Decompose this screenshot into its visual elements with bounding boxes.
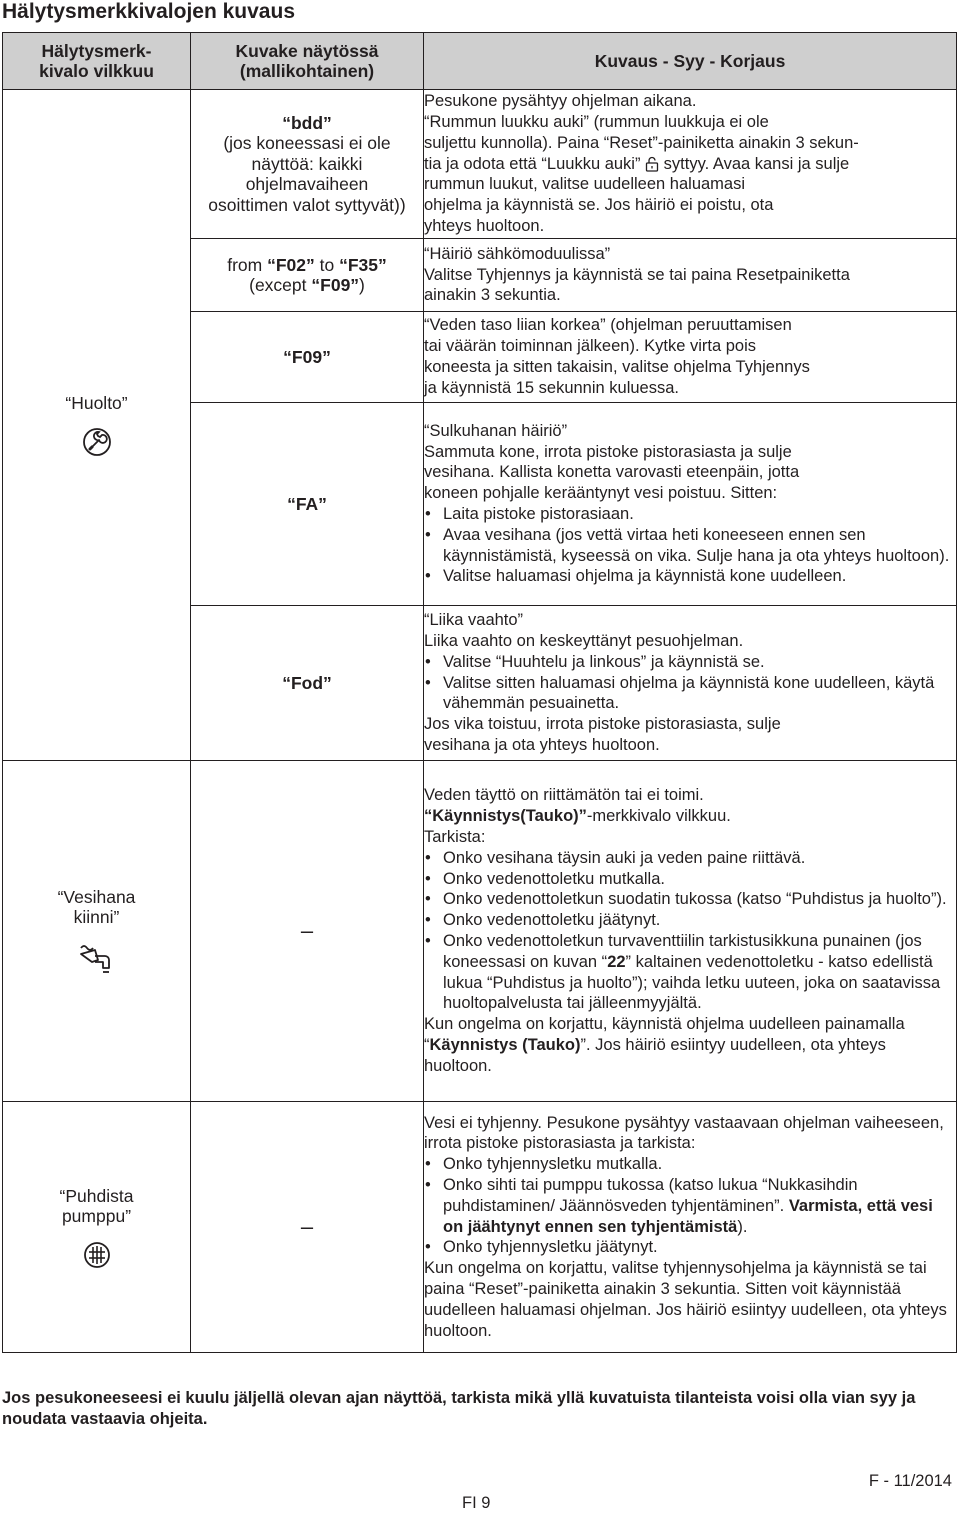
pump-filter-icon [83,1241,111,1269]
bullet-list [424,848,956,1014]
desc-line: ainakin 3 sekuntia. [424,286,561,305]
list-item [424,931,956,1014]
desc-text: Onko sihti tai pumppu tukossa (katso lukua “Nukkasihdin puhdistaminen/ Jäännösveden tyhjentäminen”. [443,1176,858,1215]
display-code-fa: “FA” [287,493,327,514]
display-note-line3: ohjelmavaiheen [245,174,369,195]
display-f02-f35 [191,239,424,312]
desc-bold: 22 [607,952,626,971]
list-item [424,1175,956,1237]
desc-line: koneen pohjalle kerääntynyt vesi poistuu. Sitten: [424,484,778,503]
desc-line: Kun ongelma on korjattu, valitse tyhjennysohjelma ja käynnistä se tai paina “Reset”-painiketta ainakin 3 sekuntia. Sitten voit käynnistää uudelleen haluamasi ohjelman. Jos häiriö esiintyy uudelleen, ota yhteys huoltoon. [424,1259,947,1340]
header-col2-line1: Kuvake näytössä [235,41,379,61]
desc-line: Valitse Tyhjennys ja käynnistä se tai paina Resetpainiketta [424,265,850,284]
list-item: • Onko vesihana täysin auki ja veden paine riittävä. [424,848,956,869]
alarm-puhdista [3,1102,191,1353]
display-code-bdd: “bdd” [282,112,332,133]
display-text: to [319,254,335,275]
header-description: Kuvaus - Syy - Korjaus [424,33,957,90]
display-note-line2: näyttöä: kaikki [251,153,363,174]
desc-bold: Käynnistys (Tauko) [429,1035,581,1054]
table-row-vesihana [3,761,957,1102]
display-code: “F02” [267,254,315,275]
desc-line: vesihana. Kallista konetta varovasti eteenpäin, jotta [424,463,800,482]
display-range-line [191,255,423,276]
display-code-f09: “F09” [283,346,331,367]
revision-label: F - 11/2014 [868,1472,952,1490]
description-fa [424,403,957,606]
display-code-fod: “Fod” [282,672,332,693]
desc-line: Vesi ei tyhjenny. Pesukone pysähtyy vastaavaan ohjelman vaiheeseen, irrota pistoke pistorasiasta ja tarkista: [424,1113,944,1153]
desc-line: yhteys huoltoon. [424,216,545,235]
table-header-row [3,33,957,90]
desc-text: syttyy. Avaa kansi ja sulje [663,154,850,173]
wrench-circle-icon [82,427,112,457]
desc-line: Jos vika toistuu, irrota pistoke pistorasiasta, sulje [424,715,781,734]
desc-line: Veden täyttö on riittämätön tai ei toimi. [424,786,704,805]
display-code: “F35” [339,254,387,275]
description-f09 [424,312,957,403]
display-bdd [191,90,424,239]
desc-text: Onko vedenottoletkun turvaventtiilin tarkistusikkuna punainen (jos koneessasi on kuvan “ [443,932,922,971]
desc-line: koneesta ja sitten takaisin, valitse ohjelma Tyhjennys [424,358,810,376]
desc-line: “Sulkuhanan häiriö” [424,421,568,440]
alarm-vesihana [3,761,191,1102]
description-bdd [424,90,957,239]
description-vesihana [424,761,957,1102]
desc-text: ” kaltainen vedenottoletku - katso edellistä lukua “Puhdistus ja huolto”); vaihda letku uuteen, joka on saatavissa huoltopalvelusta tai jälleenmyyjältä. [443,952,941,1013]
display-puhdista [191,1102,424,1353]
display-fa [191,403,424,606]
alarm-label-line1: “Vesihana [57,886,136,907]
list-item: • Onko vedenottoletku jäätynyt. [424,910,956,931]
desc-text: Kun ongelma on korjattu, käynnistä ohjelma uudelleen painamalla “ [424,1015,905,1054]
table-row-puhdista [3,1102,957,1353]
list-item: • Valitse haluamasi ohjelma ja käynnistä kone uudelleen. [424,566,956,587]
header-display-icon [191,33,424,90]
list-item: • Avaa vesihana (jos vettä virtaa heti koneeseen ennen sen käynnistämistä, kyseessä on vika. Sulje hana ja ota yhteys huoltoon). [424,525,956,567]
list-item: • Onko vedenottoletkun suodatin tukossa (katso “Puhdistus ja huolto”). [424,889,956,910]
desc-text: ). [737,1217,748,1236]
display-text: from [227,254,263,275]
desc-line: “Rummun luukku auki” (rummun luukkuja ei ole [424,113,769,131]
desc-line: Tarkista: [424,828,486,847]
desc-line: ohjelma ja käynnistä se. Jos häiriö ei poistu, ota [424,196,774,215]
desc-line [424,1014,956,1076]
bullet-list [424,504,956,587]
desc-line: suljettu kunnolla). Paina “Reset”-painiketta ainakin 3 sekun- [424,133,859,152]
page-title: Hälytysmerkkivalojen kuvaus [2,0,295,23]
header-col1-line1: Hälytysmerk- [41,41,152,61]
description-f02-f35 [424,239,957,312]
list-item: • Onko tyhjennysletku jäätynyt. [424,1237,956,1258]
desc-line: tai väärän toiminnan jälkeen). Kytke virta pois [424,337,756,356]
header-col1-line2: kivalo vilkkuu [39,61,154,81]
display-except-line [191,275,423,296]
page-number: FI 9 [462,1494,491,1512]
desc-bold: “Käynnistys(Tauko)” [424,807,587,826]
alarm-label-line1: “Puhdista [59,1185,134,1206]
alarm-label-line2: pumppu” [61,1206,132,1226]
desc-line: “Veden taso liian korkea” (ohjelman peruuttamisen [424,316,792,335]
desc-text: -merkkivalo vilkkuu. [586,807,731,826]
door-open-lock-icon [645,156,659,172]
desc-text: ”. Jos häiriö esiintyy uudelleen, ota yhteys huoltoon. [424,1035,886,1075]
list-item: • Valitse sitten haluamasi ohjelma ja käynnistä kone uudelleen, käytä vähemmän pesuainetta. [424,673,956,715]
bullet-list [424,652,956,714]
desc-line-with-lock [424,154,956,175]
list-item: • Valitse “Huuhtelu ja linkous” ja käynnistä se. [424,652,956,673]
desc-bold: Varmista, että vesi on jäähtynyt ennen sen tyhjentämistä [443,1196,933,1236]
list-item: • Laita pistoke pistorasiaan. [424,504,956,525]
alarm-table [2,32,957,1353]
display-vesihana [191,761,424,1102]
display-text: ) [359,275,365,295]
header-alarm-light [3,33,191,90]
desc-line [424,806,956,827]
water-tap-icon [77,942,117,976]
display-note-line4: osoittimen valot syttyvät)) [208,194,406,215]
desc-line: vesihana ja ota yhteys huoltoon. [424,735,660,754]
desc-line: ja käynnistä 15 sekunnin kuluessa. [424,378,679,397]
display-dash: – [300,1213,314,1239]
display-code: “F09” [311,275,360,295]
desc-text: tia ja odota että “Luukku auki” [424,154,641,173]
list-item: • Onko vedenottoletku mutkalla. [424,869,956,890]
desc-line: “Liika vaahto” [424,611,524,630]
footnote: Jos pesukoneeseesi ei kuulu jäljellä olevan ajan näyttöä, tarkista mikä yllä kuvatuista tilanteista voisi olla vian syy ja noudata vastaavia ohjeita. [2,1389,916,1428]
table-row-bdd [3,90,957,239]
display-note-line1: (jos koneessasi ei ole [223,133,391,154]
desc-line: “Häiriö sähkömoduulissa” [424,244,611,263]
display-fod [191,606,424,761]
alarm-label-line2: kiinni” [73,907,120,927]
bullet-list [424,1154,956,1258]
desc-line: Liika vaahto on keskeyttänyt pesuohjelman. [424,632,744,650]
display-f09 [191,312,424,403]
display-dash: – [300,917,314,943]
description-fod [424,606,957,761]
alarm-label-huolto: “Huolto” [65,392,128,413]
alarm-huolto [3,90,191,761]
desc-line: Sammuta kone, irrota pistoke pistorasiasta ja sulje [424,442,792,461]
header-col2-line2: (mallikohtainen) [239,61,375,81]
list-item: • Onko tyhjennysletku mutkalla. [424,1154,956,1175]
display-text: (except [249,275,307,295]
desc-line: Pesukone pysähtyy ohjelman aikana. [424,92,697,111]
description-puhdista [424,1102,957,1353]
desc-line: rummun luukut, valitse uudelleen haluamasi [424,175,746,194]
